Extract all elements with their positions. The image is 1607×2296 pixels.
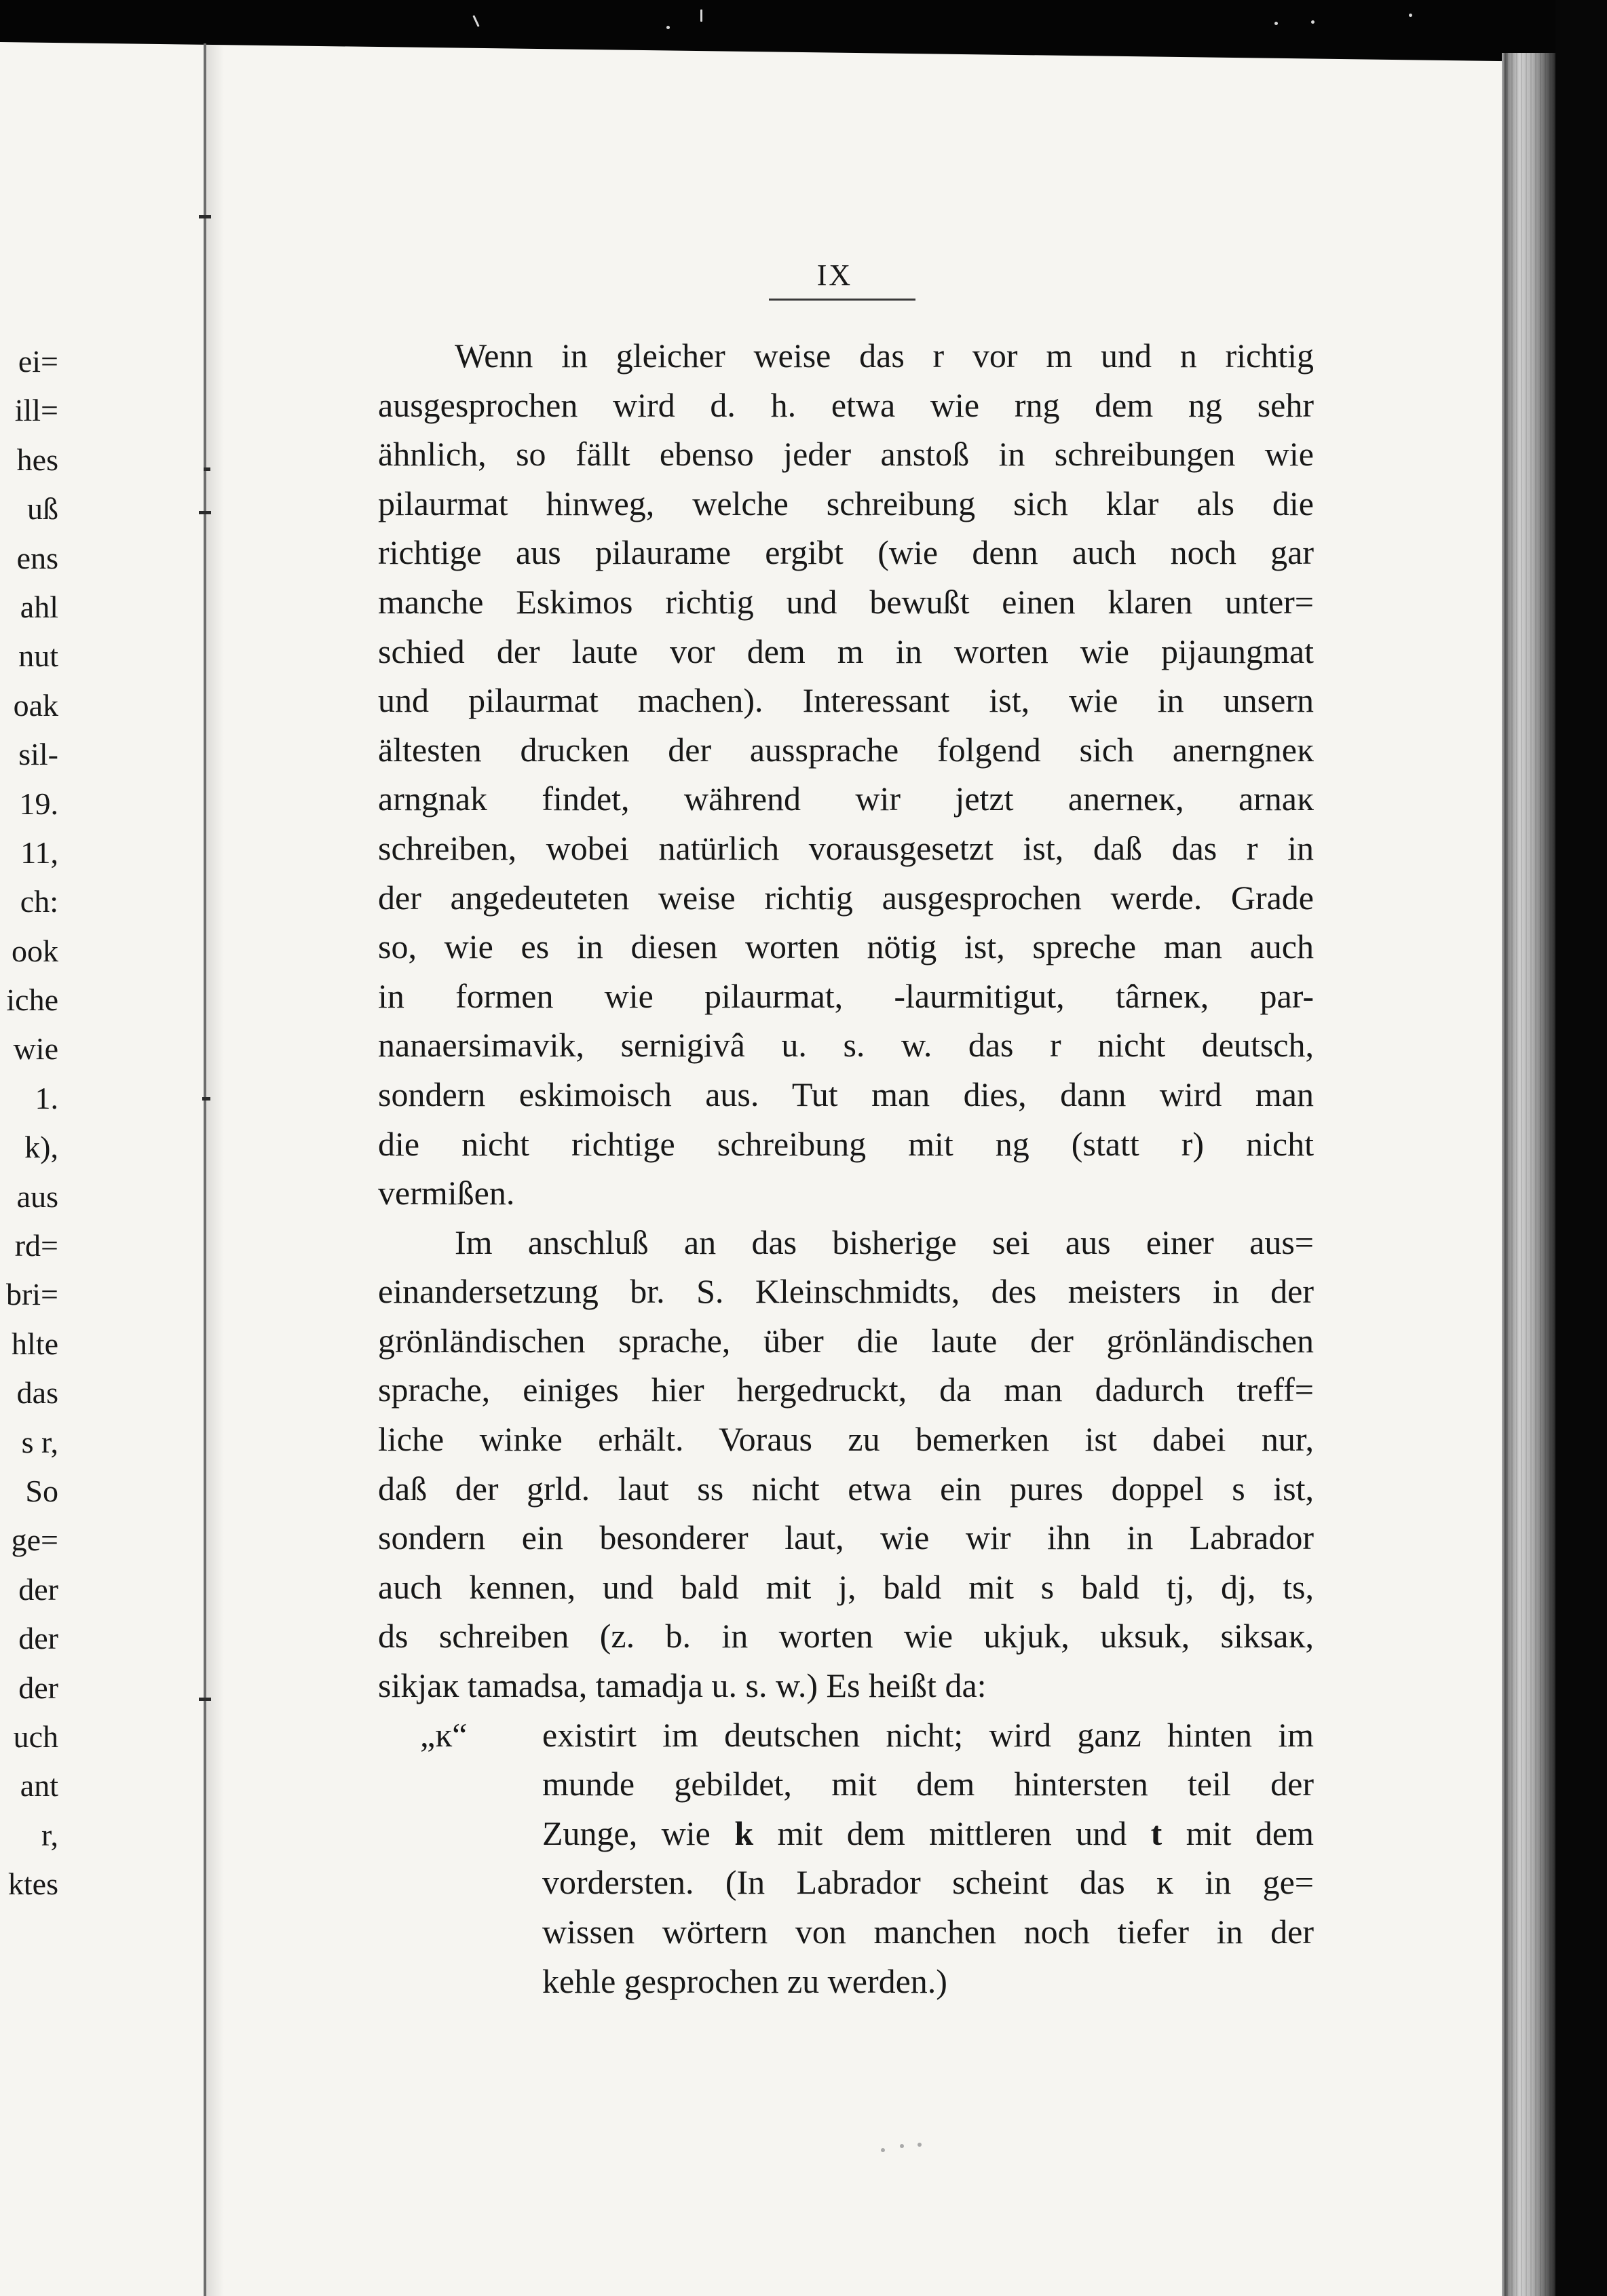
text-line: manche Eskimos richtig und bewußt einen klaren unter= [378, 582, 1314, 621]
fragment-line: ook [12, 933, 58, 968]
fragment-line: ahl [20, 589, 58, 624]
fragment-line: 11, [20, 835, 58, 870]
text-line: schied der laute vor dem m in worten wie pijaungmat [378, 632, 1314, 670]
quote-line [378, 1710, 1314, 1760]
fragment-line: ktes [7, 1867, 58, 1902]
fragment-line: sil- [18, 737, 58, 772]
fragment-line: uß [27, 491, 58, 527]
text-line: sikjaĸ tamadsa, tamadja u. s. w.) Es heißt da: [378, 1666, 987, 1705]
text-line: ähnlich, so fällt ebenso jeder anstoß in schreibungen wie [378, 435, 1314, 474]
gutter-shadow [206, 43, 224, 2296]
scan-speck [1311, 20, 1315, 24]
book-page-edge [1502, 53, 1555, 2296]
text-line: sondern eskimoisch aus. Tut man dies, dann wird man [378, 1075, 1314, 1113]
gutter-mark [199, 215, 211, 218]
gutter-mark [199, 1698, 211, 1701]
fragment-line: wie [13, 1031, 58, 1067]
fragment-line: aus [16, 1179, 58, 1214]
text-line: liche winke erhält. Voraus zu bemerken ist dabei nur, [378, 1420, 1314, 1459]
quoted-letter-marker: „ĸ“ [420, 1715, 468, 1754]
text-line: Im anschluß an das bisherige sei aus einer aus= [455, 1223, 1314, 1261]
fragment-line: nut [18, 638, 58, 674]
text-line: grönländischen sprache, über die laute der grönländischen [378, 1321, 1314, 1360]
text-line: ältesten drucken der aussprache folgend sich anerngneĸ [378, 730, 1314, 769]
scan-top-border [0, 0, 1607, 68]
scan-right-border [1555, 0, 1607, 2296]
text-line: auch kennen, und bald mit j, bald mit s bald tj, dj, ts, [378, 1567, 1314, 1606]
fragment-line: ant [20, 1768, 58, 1803]
text-line: richtige aus pilaurame ergibt (wie denn auch noch gar [378, 533, 1314, 572]
scan-speck [1409, 14, 1412, 17]
fragment-line: das [16, 1375, 58, 1411]
fragment-line: uch [13, 1719, 58, 1754]
fragment-line: der [18, 1670, 58, 1705]
bold-letter: t [1150, 1814, 1162, 1852]
text-line: arngnak findet, während wir jetzt anerneĸ, arnaĸ [378, 780, 1314, 818]
fragment-line: oak [13, 687, 58, 723]
fragment-line: So [25, 1473, 58, 1508]
fragment-line: bri= [5, 1277, 58, 1312]
page-body-text [378, 331, 1314, 2006]
fragment-line: ge= [11, 1523, 58, 1558]
text-line: der angedeuteten weise richtig ausgesprochen werde. Grade [378, 878, 1314, 917]
text-line: pilaurmat hinweg, welche schreibung sich klar als die [378, 484, 1314, 522]
fragment-line: s r, [21, 1424, 58, 1459]
fragment-line: ch: [20, 884, 58, 919]
quote-line: munde gebildet, mit dem hintersten teil der [542, 1765, 1314, 1803]
left-page-fragment [0, 337, 58, 1909]
text-line: so, wie es in diesen worten nötig ist, spreche man auch [378, 927, 1314, 966]
text-line: und pilaurmat machen). Interessant ist, wie in unsern [378, 681, 1314, 720]
text-line: einandersetzung br. S. Kleinschmidts, des meisters in der [378, 1272, 1314, 1311]
fragment-line: k), [24, 1130, 58, 1165]
text-line: nanaersimavik, sernigivâ u. s. w. das r nicht deutsch, [378, 1026, 1314, 1065]
text-line: in formen wie pilaurmat, -laurmitigut, târneĸ, par- [378, 976, 1314, 1015]
quote-line-text: existirt im deutschen nicht; wird ganz hinten im [542, 1715, 1314, 1754]
quote-line [378, 1809, 1314, 1858]
quote-line: wissen wörtern von manchen noch tiefer in der [542, 1913, 1314, 1951]
scan-speck [700, 9, 702, 22]
text-line: die nicht richtige schreibung mit ng (statt r) nicht [378, 1124, 1314, 1163]
fragment-line: rd= [14, 1228, 58, 1263]
fragment-line: hlte [12, 1326, 58, 1361]
fragment-line: ill= [14, 393, 58, 428]
scan-speck [666, 26, 670, 29]
fragment-line: ei= [18, 344, 58, 379]
fragment-line: der [18, 1621, 58, 1656]
text-line: Wenn in gleicher weise das r vor m und n richtig [455, 337, 1314, 375]
fragment-line: hes [16, 442, 58, 477]
text-line: sondern ein besonderer laut, wie wir ihn in Labrador [378, 1518, 1314, 1557]
fragment-line: ens [16, 540, 58, 575]
text-line: ds schreiben (z. b. in worten wie ukjuk, uksuk, siksaĸ, [378, 1617, 1314, 1656]
quote-line: vordersten. (In Labrador scheint das ĸ in ge= [542, 1863, 1314, 1902]
fragment-line: 1. [35, 1080, 58, 1115]
quote-line: kehle gesprochen zu werden.) [542, 1962, 947, 2000]
quote-line-text: Zunge, wie [542, 1814, 735, 1852]
book-gutter-line [204, 43, 206, 2296]
fragment-line: der [18, 1571, 58, 1607]
gutter-mark [199, 511, 211, 514]
scan-speck [900, 2144, 904, 2148]
fragment-line: iche [6, 982, 58, 1018]
fragment-line: 19. [19, 786, 58, 821]
text-line: sprache, einiges hier hergedruckt, da man dadurch treff= [378, 1371, 1314, 1409]
scan-speck [1274, 22, 1278, 25]
quote-line-text: mit dem [1162, 1814, 1314, 1852]
quote-line-text: mit dem mittleren und [753, 1814, 1151, 1852]
text-line: schreiben, wobei natürlich vorausgesetzt ist, daß das r in [378, 828, 1314, 867]
scan-speck [881, 2148, 885, 2152]
text-line: vermißen. [378, 1174, 515, 1212]
header-rule [769, 299, 915, 301]
gutter-mark [202, 1097, 210, 1101]
page-number: IX [816, 259, 853, 292]
gutter-mark [204, 467, 210, 471]
text-line: ausgesprochen wird d. h. etwa wie rng dem ng sehr [378, 385, 1314, 424]
text-line: daß der grld. laut ss nicht etwa ein pures doppel s ist, [378, 1469, 1314, 1508]
bold-letter: k [734, 1814, 754, 1852]
scan-speck [918, 2143, 922, 2147]
fragment-line: r, [41, 1817, 58, 1852]
